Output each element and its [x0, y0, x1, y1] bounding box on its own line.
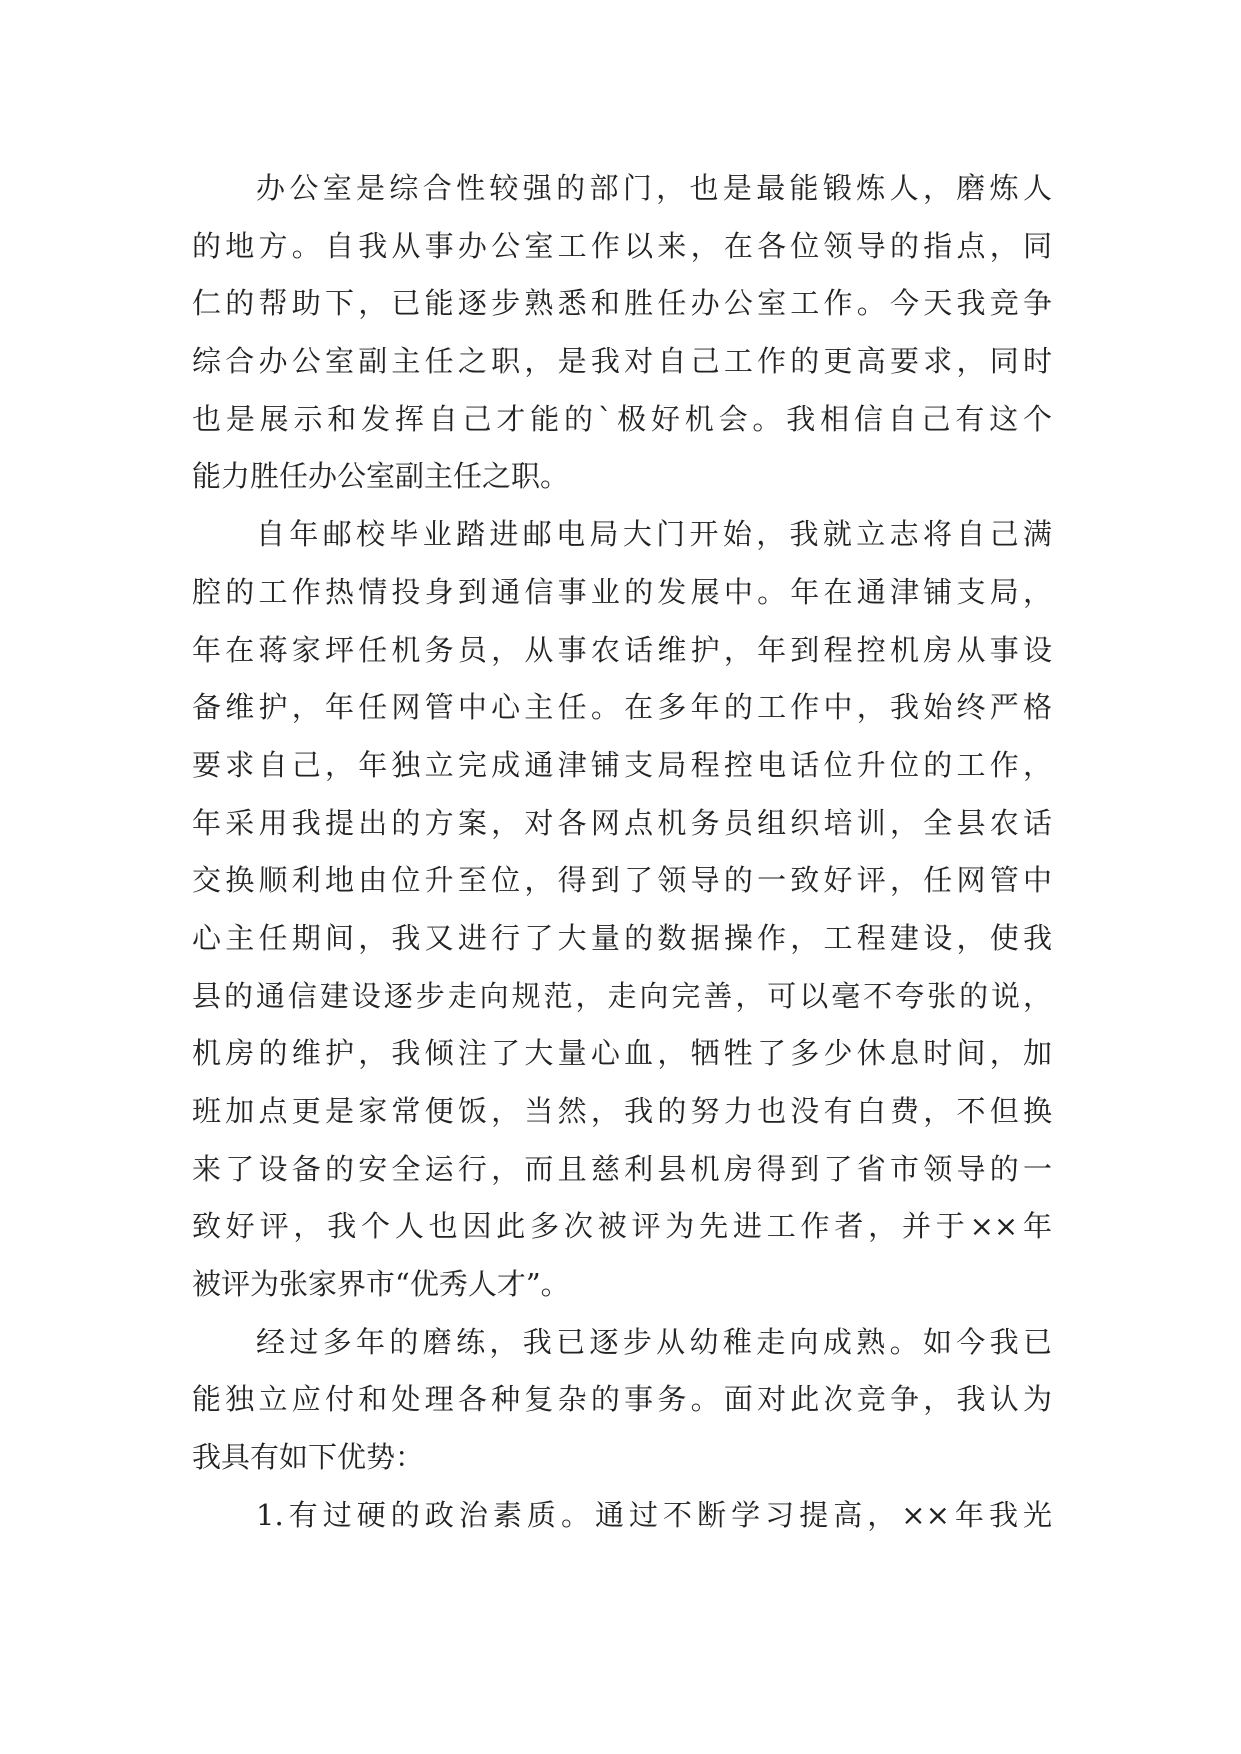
list-item-line: 1.有过硬的政治素质。通过不断学习提高，××年我光 [256, 1497, 1052, 1532]
document-body [192, 160, 1052, 1545]
paragraph-line: 致好评，我个人也因此多次被评为先进工作者，并于××年 [192, 1209, 1052, 1244]
paragraph-line: 班加点更是家常便饭，当然，我的努力也没有白费，不但换 [192, 1094, 1052, 1128]
paragraph-line: 被评为张家界市“优秀人才”。 [192, 1267, 570, 1302]
paragraph-line: 心主任期间，我又进行了大量的数据操作，工程建设，使我 [192, 920, 1052, 955]
paragraph-line: 腔的工作热情投身到通信事业的发展中。年在通津铺支局， [192, 574, 1052, 609]
paragraph-line: 综合办公室副主任之职，是我对自己工作的更高要求，同时 [192, 344, 1052, 379]
paragraph-line: 仁的帮助下，已能逐步熟悉和胜任办公室工作。今天我竞争 [192, 286, 1052, 321]
paragraph-line: 要求自己，年独立完成通津铺支局程控电话位升位的工作， [192, 747, 1052, 782]
paragraph-line: 自年邮校毕业踏进邮电局大门开始，我就立志将自己满 [256, 517, 1052, 552]
paragraph-line: 机房的维护，我倾注了大量心血，牺牲了多少休息时间，加 [192, 1036, 1052, 1071]
paragraph-line: 也是展示和发挥自己才能的`极好机会。我相信自己有这个 [192, 401, 1052, 436]
paragraph-line: 县的通信建设逐步走向规范，走向完善，可以毫不夸张的说， [192, 978, 1052, 1013]
paragraph-line: 办公室是综合性较强的部门，也是最能锻炼人，磨炼人 [256, 171, 1052, 205]
paragraph-line: 经过多年的磨练，我已逐步从幼稚走向成熟。如今我已 [256, 1324, 1052, 1359]
paragraph-line: 我具有如下优势： [192, 1440, 425, 1475]
paragraph-line: 备维护，年任网管中心主任。在多年的工作中，我始终严格 [192, 690, 1052, 725]
paragraph-line: 来了设备的安全运行，而且慈利县机房得到了省市领导的一 [192, 1151, 1052, 1186]
paragraph-line: 的地方。自我从事办公室工作以来，在各位领导的指点，同 [192, 228, 1052, 263]
paragraph-line: 交换顺利地由位升至位，得到了领导的一致好评，任网管中 [192, 863, 1052, 898]
paragraph-line: 年采用我提出的方案，对各网点机务员组织培训，全县农话 [192, 805, 1052, 840]
paragraph-line: 能独立应付和处理各种复杂的事务。面对此次竞争，我认为 [192, 1382, 1052, 1417]
paragraph-line: 能力胜任办公室副主任之职。 [192, 459, 570, 494]
paragraph-line: 年在蒋家坪任机务员，从事农话维护，年到程控机房从事设 [192, 632, 1052, 667]
